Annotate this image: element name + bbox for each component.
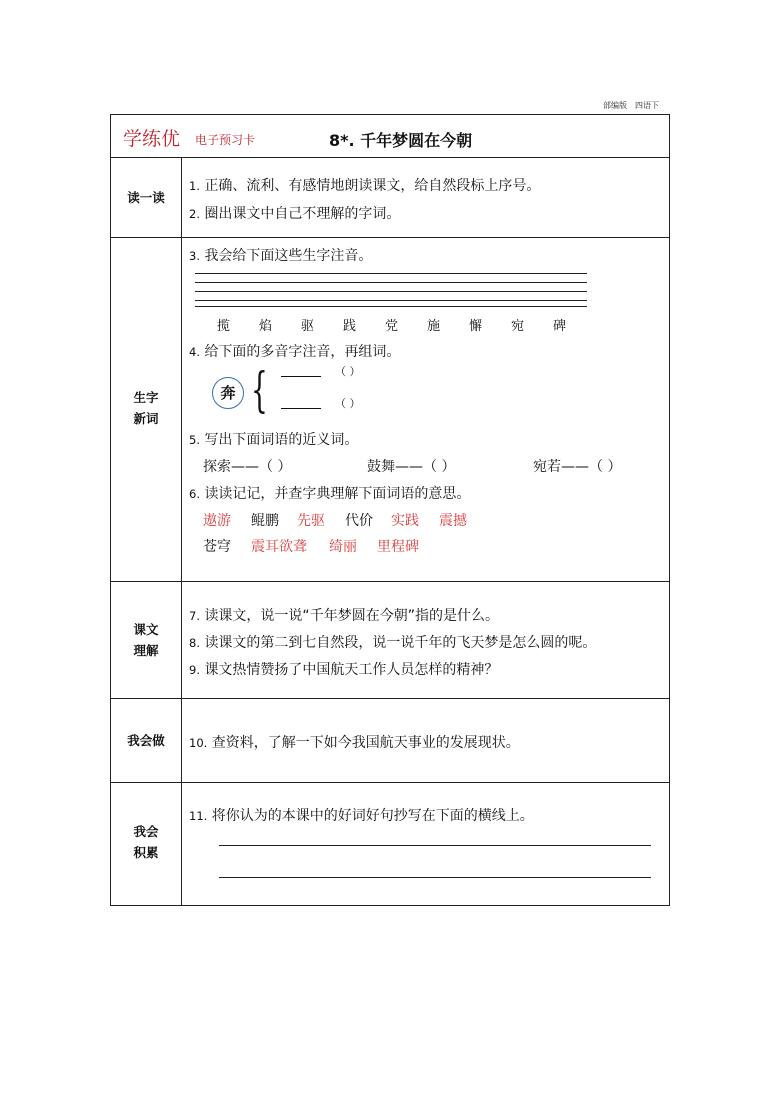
vocab-word: 遨游 <box>203 513 231 529</box>
char-item: 施 <box>427 319 441 334</box>
section-label-comprehension: 课文理解 <box>133 622 159 658</box>
char-item: 践 <box>343 319 357 334</box>
question-10 <box>189 732 520 752</box>
char-item: 揽 <box>217 319 231 334</box>
question-number: 5. <box>189 433 200 447</box>
char-item: 懈 <box>469 319 483 334</box>
row-divider <box>111 157 669 158</box>
char-item: 焰 <box>259 319 273 334</box>
question-3 <box>189 245 372 265</box>
question-text: 正确、流利、有感情地朗读课文，给自然段标上序号。 <box>204 178 541 194</box>
section-label-read: 读一读 <box>127 190 165 205</box>
vocab-word: 震耳欲聋 <box>251 539 307 555</box>
char-item: 驱 <box>301 319 315 334</box>
synonym-item[interactable]: 宛若——（ ） <box>533 459 622 475</box>
publisher-label: 部编版 <box>603 101 627 110</box>
new-characters <box>217 315 595 334</box>
question-1 <box>189 175 540 195</box>
question-text: 读课文，说一说“千年梦圆在今朝”指的是什么。 <box>204 608 499 624</box>
question-number: 3. <box>189 249 200 263</box>
edition-label <box>603 100 667 111</box>
vocab-word: 里程碑 <box>377 539 419 555</box>
char-item: 宛 <box>511 319 525 334</box>
char-item: 碑 <box>553 319 567 334</box>
section-label-accumulate: 我会积累 <box>133 824 159 860</box>
vocab-word: 苍穹 <box>203 539 231 555</box>
row-divider <box>111 782 669 783</box>
brand-logo: 学练优 <box>123 128 181 150</box>
question-8 <box>189 632 596 652</box>
question-text: 给下面的多音字注音，再组词。 <box>204 344 401 360</box>
word-blank[interactable]: （ ） <box>335 365 361 378</box>
synonym-item[interactable]: 鼓舞——（ ） <box>367 459 456 475</box>
question-number: 2. <box>189 207 200 221</box>
question-7 <box>189 605 499 625</box>
row-divider <box>111 698 669 699</box>
question-number: 10. <box>189 736 208 750</box>
question-2 <box>189 203 400 223</box>
vocab-word: 代价 <box>345 513 373 529</box>
word-blank[interactable]: （ ） <box>335 397 361 410</box>
question-4 <box>189 341 400 361</box>
question-text: 读读记记，并查字典理解下面词语的意思。 <box>204 486 471 502</box>
pinyin-line[interactable] <box>195 306 587 307</box>
answer-line[interactable] <box>219 845 651 846</box>
question-text: 圈出课文中自己不理解的字词。 <box>204 206 401 222</box>
question-text: 写出下面词语的近义词。 <box>204 432 359 448</box>
vocab-word: 绮丽 <box>329 539 357 555</box>
question-text: 查资料，了解一下如今我国航天事业的发展现状。 <box>211 735 520 751</box>
pinyin-line[interactable] <box>195 291 587 292</box>
question-text: 读课文的第二到七自然段，说一说千年的飞天梦是怎么圆的呢。 <box>204 635 597 651</box>
synonym-item[interactable]: 探索——（ ） <box>203 459 292 475</box>
section-label-task: 我会做 <box>127 733 165 748</box>
question-text: 课文热情赞扬了中国航天工作人员怎样的精神？ <box>204 662 499 678</box>
pinyin-line[interactable] <box>195 300 587 301</box>
row-divider <box>111 581 669 582</box>
question-number: 9. <box>189 663 200 677</box>
preview-card <box>110 114 670 906</box>
question-number: 11. <box>189 809 208 823</box>
question-number: 1. <box>189 179 200 193</box>
pinyin-blank[interactable] <box>281 376 321 377</box>
pinyin-line[interactable] <box>195 282 587 283</box>
vocab-word: 鲲鹏 <box>251 513 279 529</box>
brand-subtitle: 电子预习卡 <box>195 133 256 147</box>
question-text: 我会给下面这些生字注音。 <box>204 248 373 264</box>
vocab-word: 实践 <box>391 513 419 529</box>
brace-symbol: { <box>251 362 268 418</box>
lesson-title: 8*. 千年梦圆在今朝 <box>329 131 473 150</box>
section-label-new-words: 生字新词 <box>133 390 159 426</box>
pinyin-blank[interactable] <box>281 408 321 409</box>
question-number: 6. <box>189 487 200 501</box>
column-divider <box>181 157 182 905</box>
question-5 <box>189 429 358 449</box>
vocab-word: 震撼 <box>439 513 467 529</box>
polyphone-char: 奔 <box>212 377 244 409</box>
answer-line[interactable] <box>219 877 651 878</box>
pinyin-line[interactable] <box>195 273 587 274</box>
grade-label: 四语下 <box>635 101 659 110</box>
row-divider <box>111 237 669 238</box>
question-9 <box>189 659 498 679</box>
question-number: 7. <box>189 609 200 623</box>
question-11 <box>189 805 534 825</box>
question-text: 将你认为的本课中的好词好句抄写在下面的横线上。 <box>211 808 534 824</box>
question-number: 4. <box>189 345 200 359</box>
vocab-word: 先驱 <box>297 513 325 529</box>
question-6 <box>189 483 470 503</box>
question-number: 8. <box>189 636 200 650</box>
char-item: 党 <box>385 319 399 334</box>
